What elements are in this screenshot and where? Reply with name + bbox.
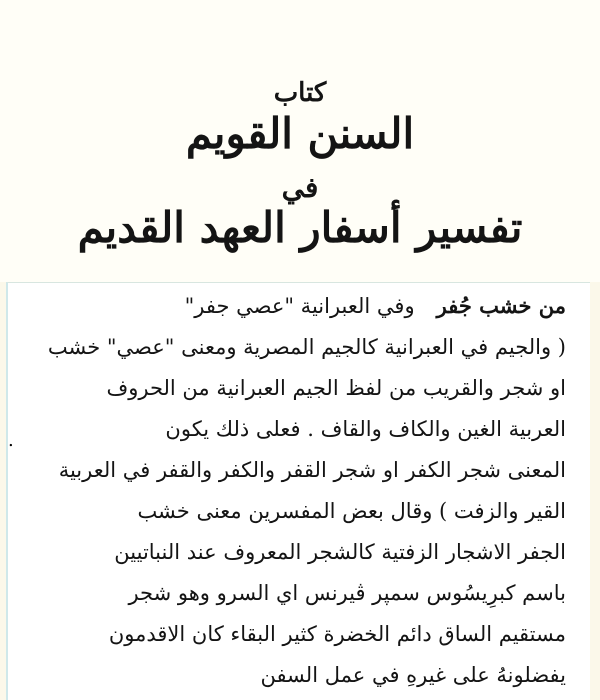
excerpt-line-6: القير والزفت ) وقال بعض المفسرين معنى خشب [137, 499, 566, 523]
book-preposition: في [281, 171, 319, 204]
excerpt-line-9: مستقيم الساق دائم الخضرة كثير البقاء كان الاقدمون [108, 622, 566, 646]
book-name: السنن القويم [185, 109, 415, 158]
excerpt-line-2: ( والجيم في العبرانية كالجيم المصرية ومعنى "عصي" خشب [47, 335, 566, 359]
excerpt-line-8: باسم كبرِيسُوس سمپر ڤيرنس اي السرو وهو شجر [128, 581, 566, 605]
excerpt-line-1-text: وفي العبرانية "عصي جفر" [184, 294, 415, 318]
excerpt-line-1 [185, 291, 566, 321]
excerpt-line-10: يفضلونهُ على غيرهِ في عمل السفن [260, 663, 566, 687]
book-word: كتاب [273, 78, 327, 108]
margin-mark: . [8, 430, 14, 451]
excerpt-line-5: المعنى شجر الكفر او شجر القفر والكفر والقفر في العربية [58, 458, 566, 482]
excerpt-panel [6, 282, 590, 700]
title-block [0, 0, 600, 282]
book-subject: تفسير أسفار العهد القديم [77, 203, 523, 252]
headword: من خشب جُفر [436, 293, 566, 318]
excerpt-line-3: او شجر والقريب من لفظ الجيم العبرانية من الحروف [106, 376, 566, 400]
excerpt-line-4: العربية الغين والكاف والقاف . فعلى ذلك يكون [165, 417, 566, 441]
excerpt-line-7: الجفر الاشجار الزفتية كالشجر المعروف عند النباتيين [114, 540, 566, 564]
